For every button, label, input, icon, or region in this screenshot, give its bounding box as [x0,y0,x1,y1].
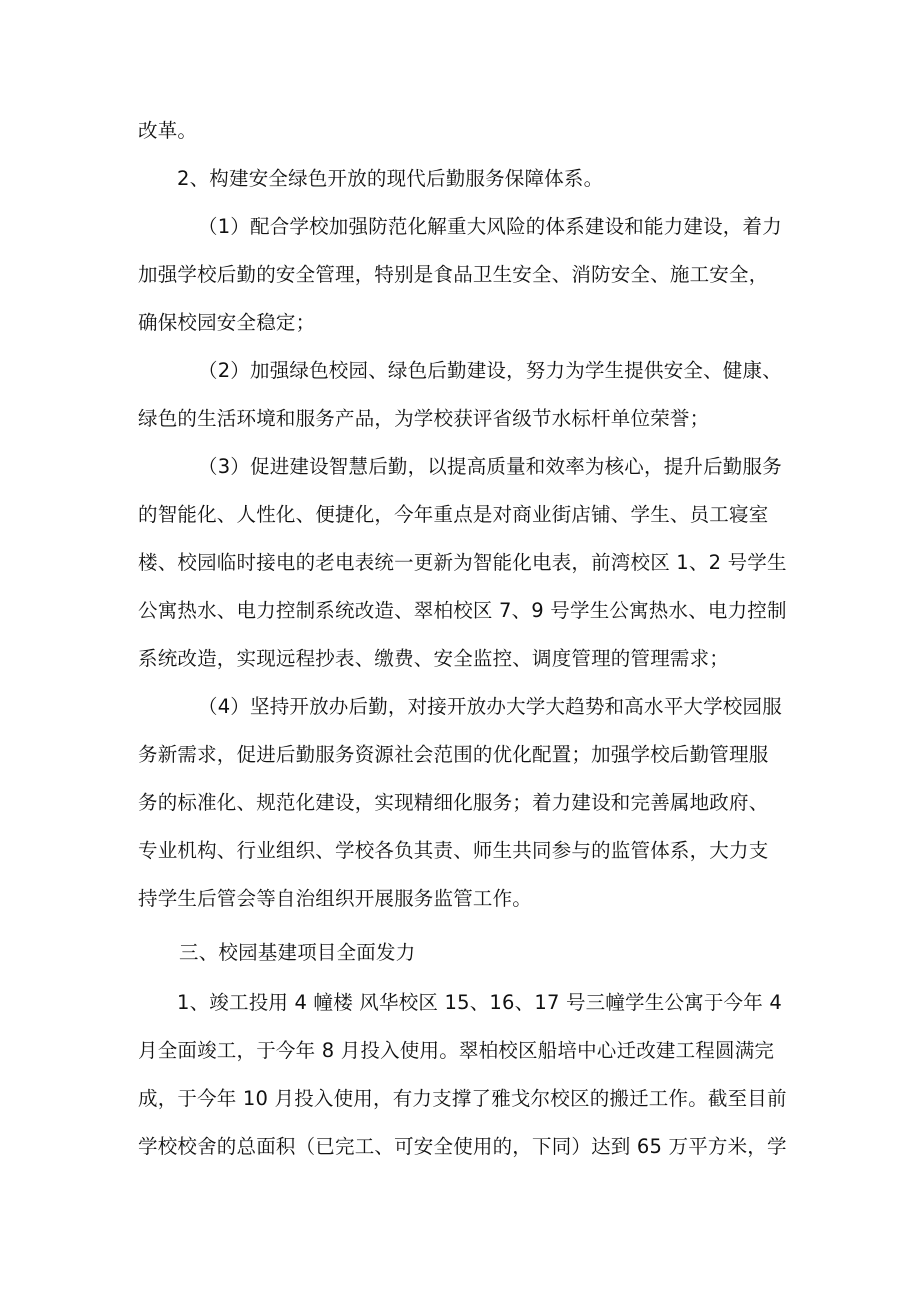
text-line: （1）配合学校加强防范化解重大风险的体系建设和能力建设，着力 [198,215,782,238]
text-line: 加强学校后勤的安全管理，特别是食品卫生安全、消防安全、施工安全， [138,263,769,286]
text-line: 绿色的生活环境和服务产品，为学校获评省级节水标杆单位荣誉； [138,407,710,430]
section-item-2: 2、构建安全绿色开放的现代后勤服务保障体系。 [177,167,604,190]
text-line: 专业机构、行业组织、学校各负其责、师生共同参与的监管体系，大力支 [138,839,769,862]
text-line: 学校校舍的总面积（已完工、可安全使用的，下同）达到 65 万平方米，学 [138,1135,787,1158]
text-line: 的智能化、人性化、便捷化，今年重点是对商业街店铺、学生、员工寝室 [138,503,769,526]
text-line: 持学生后管会等自治组织开展服务监管工作。 [138,887,533,910]
text-line: 确保校园安全稳定； [138,311,316,334]
text-line: 楼、校园临时接电的老电表统一更新为智能化电表，前湾校区 1、2 号学生 [138,551,787,574]
text-line: 1、竣工投用 4 幢楼 风华校区 15、16、17 号三幢学生公寓于今年 4 [177,991,782,1014]
section-heading: 三、校园基建项目全面发力 [179,941,416,964]
text-line: 成，于今年 10 月投入使用，有力支撑了雅戈尔校区的搬迁工作。截至目前 [138,1087,787,1110]
text-line: （4）坚持开放办后勤，对接开放办大学大趋势和高水平大学校园服 [198,695,782,718]
text-line: 务的标准化、规范化建设，实现精细化服务；着力建设和完善属地政府、 [138,791,769,814]
text-line: 月全面竣工，于今年 8 月投入使用。翠柏校区船培中心迁改建工程圆满完 [138,1039,775,1062]
text-line: 公寓热水、电力控制系统改造、翠柏校区 7、9 号学生公寓热水、电力控制 [138,599,787,622]
text-line: 务新需求，促进后勤服务资源社会范围的优化配置；加强学校后勤管理服 [138,743,769,766]
text-line: （2）加强绿色校园、绿色后勤建设，努力为学生提供安全、健康、 [198,359,782,382]
text-line: （3）促进建设智慧后勤，以提高质量和效率为核心，提升后勤服务 [198,455,782,478]
text-line: 系统改造，实现远程抄表、缴费、安全监控、调度管理的管理需求； [138,647,730,670]
text-line: 改革。 [138,119,198,142]
